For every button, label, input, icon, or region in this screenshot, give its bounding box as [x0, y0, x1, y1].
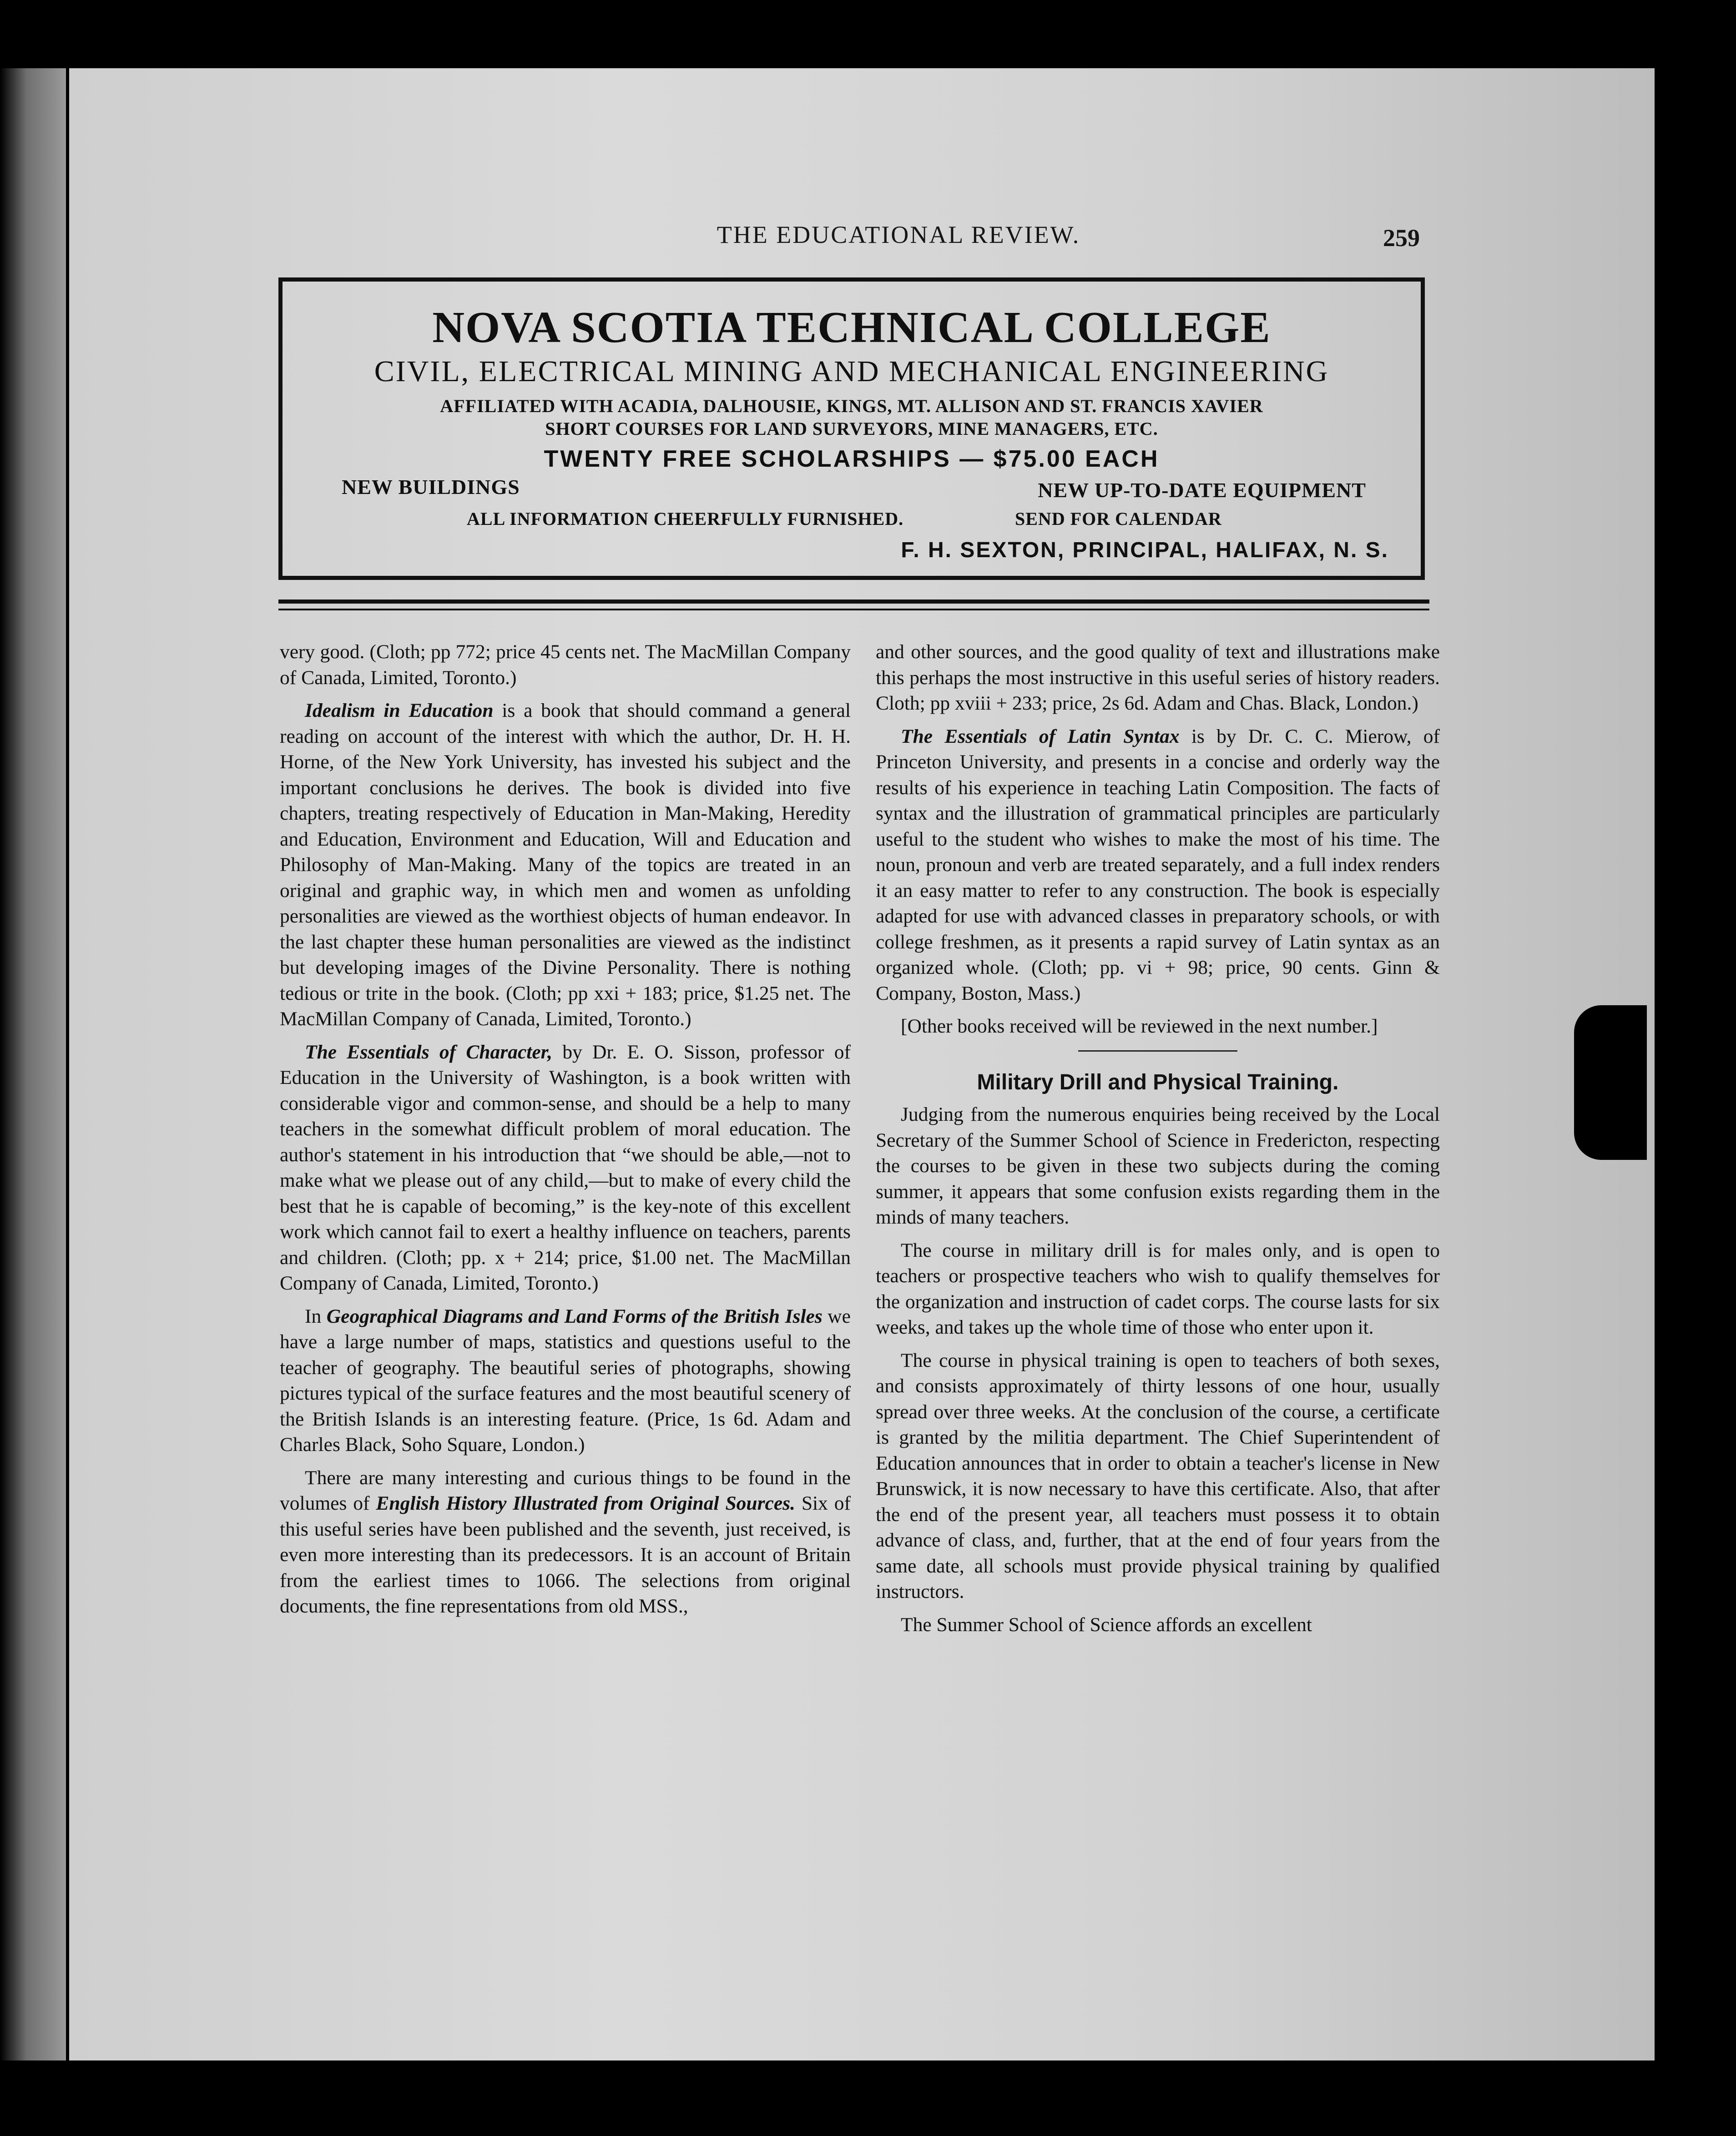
left-page-edge	[0, 68, 66, 2060]
paragraph-text: Six of this useful series have been published and the seventh, just received, is even more interesting than its predecessors. It is an account of Britain from the earliest times to 1066. The selections from original documents, the fine representations from old MSS.,	[280, 1492, 851, 1617]
divider-rule-thin	[278, 609, 1429, 610]
ad-new-equipment: NEW UP-TO-DATE EQUIPMENT	[1038, 479, 1366, 502]
article-paragraph	[876, 1348, 1440, 1605]
ad-new-buildings: NEW BUILDINGS	[342, 475, 520, 499]
left-column	[280, 639, 851, 1627]
paragraph-text: Judging from the numerous enquiries being received by the Local Secretary of the Summer School of Science in Fredericton, respecting the courses to be given in these two subjects during the coming summer, it appears that some confusion exists regarding them in the minds of many teachers.	[876, 1103, 1440, 1228]
right-column	[876, 639, 1440, 1645]
paragraph-text: we have a large number of maps, statistics and questions useful to the teacher of geography. The beautiful series of photographs, showing pictures typical of the surface features and the most beautiful scenery of the British Islands is an interesting feature. (Price, 1s 6d. Adam and Charles Black, Soho Square, London.)	[280, 1305, 851, 1456]
paragraph-text: There are many interesting and curious things to be found in the volumes of	[280, 1466, 851, 1514]
book-title: The Essentials of Character,	[305, 1041, 553, 1063]
ad-scholarships: TWENTY FREE SCHOLARSHIPS — $75.00 EACH	[544, 446, 1160, 472]
review-paragraph	[280, 698, 851, 1032]
paragraph-text: In	[305, 1305, 327, 1327]
article-paragraph	[876, 1102, 1440, 1230]
book-title: Geographical Diagrams and Land Forms of the British Isles	[326, 1305, 823, 1327]
section-heading: Military Drill and Physical Training.	[977, 1070, 1339, 1094]
ad-subtitle: CIVIL, ELECTRICAL MINING AND MECHANICAL ENGINEERING	[374, 355, 1329, 388]
ad-affiliation: AFFILIATED WITH ACADIA, DALHOUSIE, KINGS, MT. ALLISON AND ST. FRANCIS XAVIER	[440, 396, 1263, 416]
ad-signature: F. H. SEXTON, PRINCIPAL, HALIFAX, N. S.	[901, 538, 1389, 562]
page-tab-shadow	[1574, 1005, 1647, 1160]
paragraph-text: The Summer School of Science affords an excellent	[901, 1613, 1312, 1636]
paragraph-text: is by Dr. C. C. Mierow, of Princeton University, and presents in a concise and orderly way the results of his experience in teaching Latin Composition. The facts of syntax and the illustration of grammatical principles are particularly useful to the student who wishes to make the most of his time. The noun, pronoun and verb are treated separately, and a full index renders it an easy matter to refer to any construction. The book is especially adapted for use with advanced classes in preparatory schools, or with college freshmen, as it presents a rapid survey of Latin syntax as an organized whole. (Cloth; pp. vi + 98; price, 90 cents. Ginn & Company, Boston, Mass.)	[876, 725, 1440, 1004]
advertisement-box	[278, 277, 1425, 580]
article-paragraph	[876, 1238, 1440, 1340]
review-paragraph	[280, 1039, 851, 1296]
paragraph-text: The course in military drill is for males only, and is open to teachers or prospective teachers who wish to qualify themselves for the organization and instruction of cadet corps. The course lasts for six weeks, and takes up the whole time of those who enter upon it.	[876, 1239, 1440, 1338]
book-title: The Essentials of Latin Syntax	[901, 725, 1180, 747]
paragraph-text: very good. (Cloth; pp 772; price 45 cents net. The MacMillan Company of Canada, Limited, Toronto.)	[280, 641, 851, 689]
section-divider	[1078, 1050, 1237, 1052]
review-paragraph	[876, 639, 1440, 716]
divider-rule	[278, 599, 1429, 604]
review-paragraph	[280, 1304, 851, 1458]
book-title: Idealism in Education	[305, 700, 494, 721]
ad-calendar: SEND FOR CALENDAR	[1015, 509, 1222, 529]
ad-short-courses: SHORT COURSES FOR LAND SURVEYORS, MINE MANAGERS, ETC.	[545, 418, 1158, 439]
page-number: 259	[1383, 224, 1420, 252]
review-paragraph	[876, 724, 1440, 1007]
ad-information: ALL INFORMATION CHEERFULLY FURNISHED.	[467, 509, 904, 529]
review-paragraph	[280, 1465, 851, 1619]
paragraph-text: and other sources, and the good quality of text and illustrations make this perhaps the most instructive in this useful series of history readers. Cloth; pp xviii + 233; price, 2s 6d. Adam and Chas. Black, London.)	[876, 641, 1440, 714]
book-title: English History Illustrated from Original Sources.	[376, 1492, 795, 1514]
editor-note	[876, 1013, 1440, 1039]
article-paragraph	[876, 1612, 1440, 1638]
running-title: THE EDUCATIONAL REVIEW.	[717, 221, 1080, 248]
review-paragraph	[280, 639, 851, 690]
paragraph-text: by Dr. E. O. Sisson, professor of Education in the University of Washington, is a book written with considerable vigor and common-sense, and should be a help to many teachers in the somewhat difficult problem of moral education. The author's statement in his introduction that “we should be able,—not to make what we please out of any child,—but to make of every child the best that he is capable of becoming,” is the key-note of this excellent work which cannot fail to exert a healthy influence on teachers, parents and children. (Cloth; pp. x + 214; price, $1.00 net. The MacMillan Company of Canada, Limited, Toronto.)	[280, 1041, 851, 1294]
ad-title: NOVA SCOTIA TECHNICAL COLLEGE	[432, 303, 1271, 352]
paragraph-text: [Other books received will be reviewed in the next number.]	[901, 1015, 1378, 1037]
paragraph-text: The course in physical training is open to teachers of both sexes, and consists approximately of thirty lessons of one hour, usually spread over three weeks. At the conclusion of the course, a certificate is granted by the militia department. The Chief Superintendent of Education announces that in order to obtain a teacher's license in New Brunswick, it is now necessary to have this certificate. Also, that after the end of the present year, all teachers must possess it to obtain advance of class, and, further, that at the end of four years from the same date, all schools must provide physical training by qualified instructors.	[876, 1349, 1440, 1602]
paragraph-text: is a book that should command a general reading on account of the interest with which the author, Dr. H. H. Horne, of the New York University, has invested his subject and the important conclusions he derives. The book is divided into five chapters, treating respectively of Education in Man-Making, Heredity and Education, Environment and Education, Will and Education and Philosophy of Man-Making. Many of the topics are treated in an original and graphic way, in which men and women as unfolding personalities are viewed as the worthiest objects of human endeavor. In the last chapter these human personalities are viewed as the indistinct but developing images of the Divine Personality. There is nothing tedious or trite in the book. (Cloth; pp xxi + 183; price, $1.25 net. The MacMillan Company of Canada, Limited, Toronto.)	[280, 700, 851, 1030]
